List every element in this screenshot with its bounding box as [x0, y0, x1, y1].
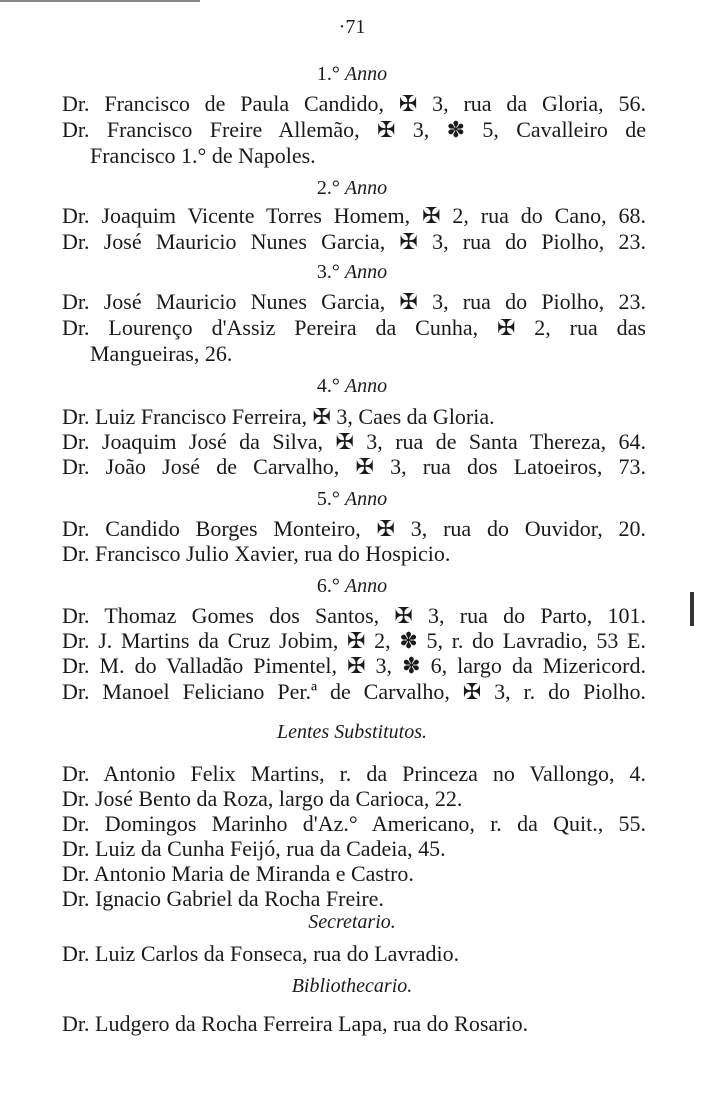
section-heading: [0, 974, 704, 998]
entry-line: Dr. Lourenço d'Assiz Pereira da Cunha, ✠ 2, rua das: [62, 315, 646, 340]
entry-line: Dr. Joaquim José da Silva, ✠ 3, rua de Santa Thereza, 64.: [62, 429, 646, 454]
section-title: Anno: [344, 63, 388, 85]
entry-line: Dr. José Bento da Roza, largo da Carioca, 22.: [62, 786, 463, 811]
page-number: ·71: [338, 16, 366, 38]
entry-line: Dr. Luiz Carlos da Fonseca, rua do Lavradio.: [62, 941, 460, 966]
section-number: 6.°: [316, 575, 340, 597]
section-heading: [0, 574, 704, 598]
section-heading: [0, 62, 704, 86]
entry-line: Dr. Domingos Marinho d'Az.° Americano, r. da Quit., 55.: [62, 811, 646, 836]
entry-line: Dr. Joaquim Vicente Torres Homem, ✠ 2, rua do Cano, 68.: [62, 203, 646, 228]
section-heading: [0, 260, 704, 284]
section-title: Anno: [344, 261, 388, 283]
entry-line: Dr. Francisco Julio Xavier, rua do Hospicio.: [62, 541, 451, 566]
section-number: 1.°: [316, 63, 340, 85]
entry-line: Dr. Luiz da Cunha Feijó, rua da Cadeia, 45.: [62, 836, 446, 861]
section-heading: [0, 487, 704, 511]
scan-edge: [0, 0, 200, 2]
section-title: Anno: [344, 575, 388, 597]
margin-mark: [690, 592, 694, 626]
section-title: Anno: [344, 177, 388, 199]
section-title: Bibliothecario.: [291, 975, 413, 997]
section-heading: [0, 720, 704, 744]
section-heading: [0, 910, 704, 934]
section-title: Secretario.: [308, 911, 396, 933]
entry-line: Dr. João José de Carvalho, ✠ 3, rua dos Latoeiros, 73.: [62, 454, 646, 479]
entry-line: Dr. Francisco de Paula Candido, ✠ 3, rua da Gloria, 56.: [62, 91, 646, 116]
entry-line: Dr. Antonio Felix Martins, r. da Princeza no Vallongo, 4.: [62, 761, 646, 786]
section-title: Anno: [344, 488, 388, 510]
section-heading: [0, 176, 704, 200]
entry-line: Dr. Antonio Maria de Miranda e Castro.: [62, 861, 414, 886]
section-heading: [0, 374, 704, 398]
section-title: Anno: [344, 375, 388, 397]
entry-continuation: Mangueiras, 26.: [90, 341, 233, 366]
entry-line: Dr. Francisco Freire Allemão, ✠ 3, ✽ 5, Cavalleiro de: [62, 117, 646, 142]
section-number: 3.°: [316, 261, 340, 283]
entry-line: Dr. Thomaz Gomes dos Santos, ✠ 3, rua do Parto, 101.: [62, 603, 646, 628]
entry-line: Dr. J. Martins da Cruz Jobim, ✠ 2, ✽ 5, r. do Lavradio, 53 E.: [62, 628, 646, 653]
entry-line: Dr. Ludgero da Rocha Ferreira Lapa, rua do Rosario.: [62, 1011, 529, 1036]
section-title: Lentes Substitutos.: [276, 721, 427, 743]
section-number: 2.°: [316, 177, 340, 199]
entry-continuation: Francisco 1.° de Napoles.: [90, 143, 316, 168]
entry-line: Dr. Luiz Francisco Ferreira, ✠ 3, Caes da Gloria.: [62, 404, 495, 429]
entry-line: Dr. Ignacio Gabriel da Rocha Freire.: [62, 886, 384, 911]
entry-line: Dr. José Mauricio Nunes Garcia, ✠ 3, rua do Piolho, 23.: [62, 229, 646, 254]
entry-line: Dr. José Mauricio Nunes Garcia, ✠ 3, rua do Piolho, 23.: [62, 289, 646, 314]
section-number: 4.°: [316, 375, 340, 397]
entry-line: Dr. Manoel Feliciano Per.ª de Carvalho, ✠ 3, r. do Piolho.: [62, 679, 646, 704]
entry-line: Dr. M. do Valladão Pimentel, ✠ 3, ✽ 6, largo da Mizericord.: [62, 653, 646, 678]
entry-line: Dr. Candido Borges Monteiro, ✠ 3, rua do Ouvidor, 20.: [62, 516, 646, 541]
section-number: 5.°: [316, 488, 340, 510]
